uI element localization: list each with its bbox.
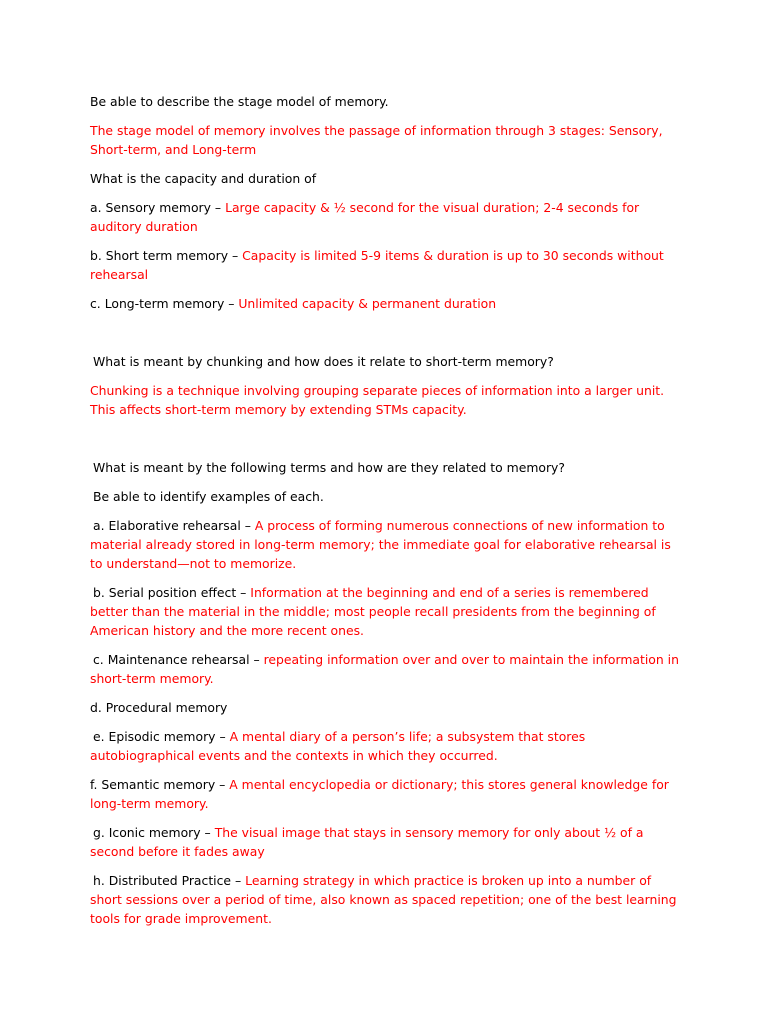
q4-item-a-answer: A process of forming numerous connections of new information to material already stored in long-term memory; the immediate goal for elaborative rehearsal is to understand—not to memorize. xyxy=(90,518,671,571)
q4-item-h xyxy=(90,871,685,928)
q4-item-f-label: f. Semantic memory – xyxy=(90,777,230,792)
q4-item-c-answer: repeating information over and over to maintain the information in short-term memory. xyxy=(90,652,679,686)
q4-item-f xyxy=(90,775,685,813)
q2-item-c xyxy=(90,294,685,313)
q4-item-g-label: g. Iconic memory – xyxy=(93,825,215,840)
q4-item-e-answer: A mental diary of a person’s life; a subsystem that stores autobiographical events and the contexts in which they occurred. xyxy=(90,729,586,763)
document-page xyxy=(90,92,685,938)
q3-prompt: What is meant by chunking and how does it relate to short-term memory? xyxy=(93,354,554,369)
q2-item-b-answer: Capacity is limited 5-9 items & duration is up to 30 seconds without rehearsal xyxy=(90,248,664,282)
q4-item-d-label: d. Procedural memory xyxy=(90,700,228,715)
q4-item-d xyxy=(90,698,685,717)
q2-item-c-answer: Unlimited capacity & permanent duration xyxy=(238,296,497,311)
q4-item-g-answer: The visual image that stays in sensory memory for only about ½ of a second before it fades away xyxy=(90,825,644,859)
q4-item-a-label: a. Elaborative rehearsal – xyxy=(93,518,255,533)
q4-item-f-answer: A mental encyclopedia or dictionary; this stores general knowledge for long-term memory. xyxy=(90,777,669,811)
q2-item-a-label: a. Sensory memory – xyxy=(90,200,226,215)
q4-prompt: What is meant by the following terms and how are they related to memory? xyxy=(93,460,565,475)
q1-answer: The stage model of memory involves the passage of information through 3 stages: Sensory, Short-term, and Long-term xyxy=(90,123,663,157)
q2-prompt: What is the capacity and duration of xyxy=(90,171,317,186)
spacer xyxy=(90,323,685,352)
q2-item-b xyxy=(90,246,685,284)
q4-item-b-answer: Information at the beginning and end of a series is remembered better than the material in the middle; most people recall presidents from the beginning of American history and the more recent ones. xyxy=(90,585,656,638)
q4-item-h-answer: Learning strategy in which practice is broken up into a number of short sessions over a period of time, also known as spaced repetition; one of the best learning tools for grade improvement. xyxy=(90,873,677,926)
q4-item-a xyxy=(90,516,685,573)
q4-item-b xyxy=(90,583,685,640)
spacer xyxy=(90,429,685,458)
q4-item-e xyxy=(90,727,685,765)
q4-item-g xyxy=(90,823,685,861)
q4-item-c-label: c. Maintenance rehearsal – xyxy=(93,652,264,667)
q2-item-c-label: c. Long-term memory – xyxy=(90,296,239,311)
q2-item-a xyxy=(90,198,685,236)
q2-item-a-answer: Large capacity & ½ second for the visual duration; 2-4 seconds for auditory duration xyxy=(90,200,640,234)
q2-item-b-label: b. Short term memory – xyxy=(90,248,243,263)
q4-item-h-label: h. Distributed Practice – xyxy=(93,873,246,888)
q4-sub-prompt: Be able to identify examples of each. xyxy=(93,489,324,504)
q3-answer: Chunking is a technique involving grouping separate pieces of information into a larger unit. This affects short-term memory by extending STMs capacity. xyxy=(90,383,665,417)
q4-item-c xyxy=(90,650,685,688)
q4-item-e-label: e. Episodic memory – xyxy=(93,729,230,744)
q1-prompt: Be able to describe the stage model of memory. xyxy=(90,94,389,109)
q4-item-b-label: b. Serial position effect – xyxy=(93,585,251,600)
